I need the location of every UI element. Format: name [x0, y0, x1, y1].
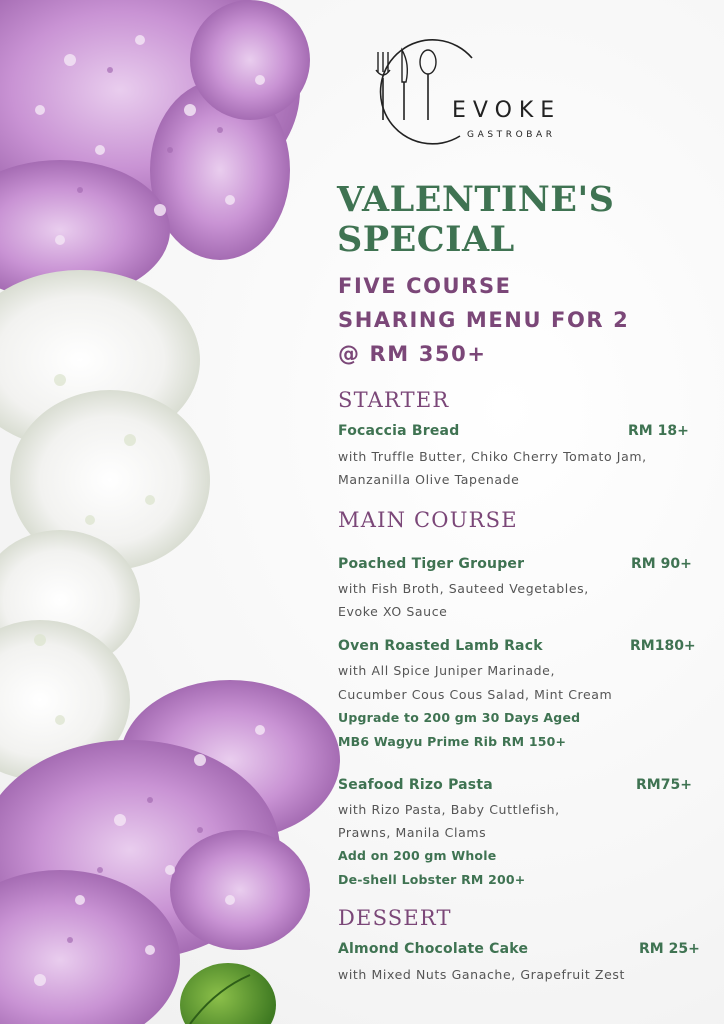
main-item-2-name: Oven Roasted Lamb Rack — [338, 638, 543, 654]
main-item-3-addon-1: Add on 200 gm Whole — [338, 848, 497, 863]
subtitle-line-3: @ RM 350+ — [338, 342, 487, 366]
dessert-item-price: RM 25+ — [639, 941, 700, 957]
starter-item-desc-1: with Truffle Butter, Chiko Cherry Tomato Jam, — [338, 449, 647, 464]
starter-item-name: Focaccia Bread — [338, 423, 460, 439]
brand-name: EVOKE — [452, 98, 562, 123]
main-item-2-desc-2: Cucumber Cous Cous Salad, Mint Cream — [338, 687, 613, 702]
title-line-1: VALENTINE'S — [337, 179, 615, 220]
subtitle-line-2: SHARING MENU FOR 2 — [338, 308, 630, 332]
main-item-1-desc-1: with Fish Broth, Sauteed Vegetables, — [338, 581, 589, 596]
main-item-3-name: Seafood Rizo Pasta — [338, 777, 493, 793]
main-item-3-addon-2: De-shell Lobster RM 200+ — [338, 872, 526, 887]
main-item-3-desc-1: with Rizo Pasta, Baby Cuttlefish, — [338, 802, 560, 817]
main-item-3-price: RM75+ — [636, 777, 692, 793]
section-dessert-heading: DESSERT — [338, 906, 452, 930]
main-item-2-upgrade-1: Upgrade to 200 gm 30 Days Aged — [338, 710, 581, 725]
main-item-2-desc-1: with All Spice Juniper Marinade, — [338, 663, 556, 678]
main-item-1-desc-2: Evoke XO Sauce — [338, 604, 448, 619]
section-main-heading: MAIN COURSE — [338, 508, 518, 532]
main-item-1-price: RM 90+ — [631, 556, 692, 572]
dessert-item-desc: with Mixed Nuts Ganache, Grapefruit Zest — [338, 967, 625, 982]
main-item-1-name: Poached Tiger Grouper — [338, 556, 525, 572]
title-line-2: SPECIAL — [337, 219, 515, 260]
section-starter-heading: STARTER — [338, 388, 450, 412]
main-item-2-upgrade-2: MB6 Wagyu Prime Rib RM 150+ — [338, 734, 567, 749]
starter-item-price: RM 18+ — [628, 423, 689, 439]
starter-item-desc-2: Manzanilla Olive Tapenade — [338, 472, 520, 487]
main-item-2-price: RM180+ — [630, 638, 696, 654]
dessert-item-name: Almond Chocolate Cake — [338, 941, 529, 957]
subtitle-line-1: FIVE COURSE — [338, 274, 512, 298]
main-item-3-desc-2: Prawns, Manila Clams — [338, 825, 487, 840]
brand-sub: GASTROBAR — [467, 130, 556, 140]
